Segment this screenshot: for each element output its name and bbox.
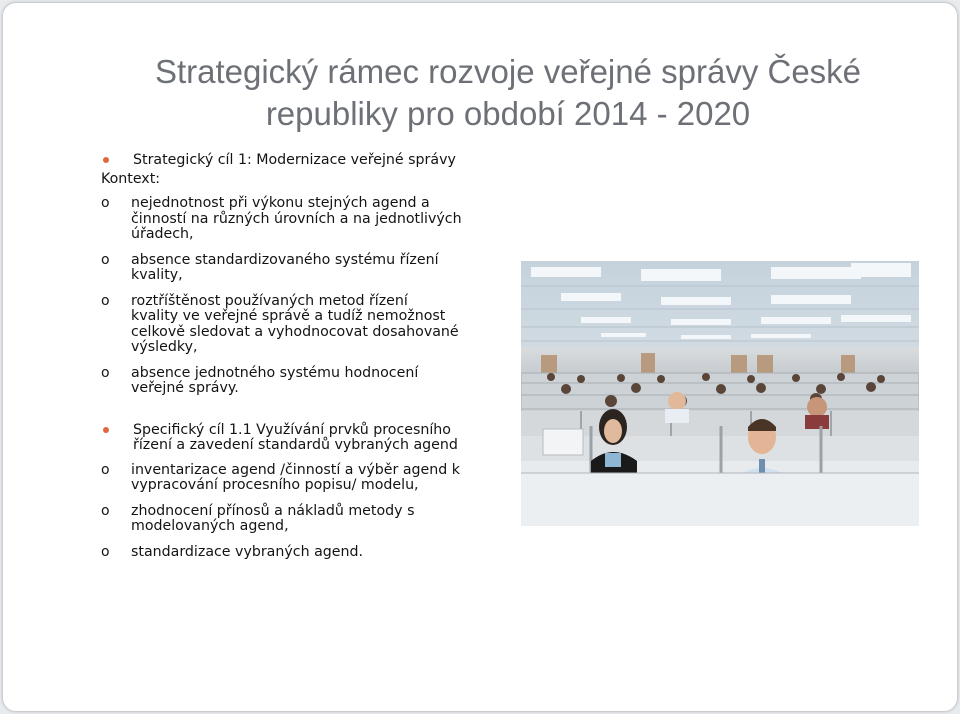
- bullet-dot-icon: [103, 157, 109, 163]
- list-item-line: absence standardizovaného systému řízení: [131, 251, 439, 268]
- goal-main-text: Strategický cíl 1: Modernizace veřejné správy: [133, 152, 456, 168]
- list-item-line: celkově sledovat a vyhodnocovat dosahované: [131, 323, 459, 340]
- list-item: [101, 366, 501, 397]
- list-item-line: vypracování procesního popisu/ modelu,: [131, 477, 419, 493]
- list-item: [101, 504, 501, 535]
- circle-bullet-icon: o: [101, 251, 110, 268]
- office-cubicles-photo: [521, 261, 919, 526]
- content-body: [101, 153, 501, 560]
- slide: [2, 2, 958, 712]
- list-item: [101, 294, 501, 356]
- list-item: [101, 463, 501, 494]
- circle-bullet-icon: o: [101, 195, 110, 211]
- list-item-line: veřejné správy.: [131, 380, 239, 396]
- list-item-line: standardizace vybraných agend.: [131, 543, 364, 560]
- title-line-1: Strategický rámec rozvoje veřejné správy České: [154, 53, 862, 90]
- goal-specific-line-1: Specifický cíl 1.1 Využívání prvků procesního: [133, 421, 451, 438]
- circle-bullet-icon: o: [101, 502, 110, 519]
- list-item: [101, 545, 501, 561]
- list-item-line: absence jednotného systému hodnocení: [131, 364, 419, 381]
- list-item-line: nejednotnost při výkonu stejných agend a: [131, 195, 430, 211]
- list-item-line: zhodnocení přínosů a nákladů metody s: [131, 502, 415, 519]
- list-item: [101, 196, 501, 243]
- list-item-line: roztříštěnost používaných metod řízení: [131, 292, 408, 309]
- list-item-line: činností na různých úrovních a na jednotlivých: [131, 210, 462, 227]
- list-item-line: inventarizace agend /činností a výběr agend k: [131, 461, 461, 478]
- list-item-line: kvality,: [131, 267, 183, 283]
- bullet-goal-main: [101, 153, 501, 169]
- context-label: Kontext:: [101, 170, 161, 187]
- list-item-line: kvality ve veřejné správě a tudíž nemožnost: [131, 308, 446, 324]
- bullet-goal-specific: [101, 423, 501, 454]
- office-photo-illustration: [521, 261, 919, 526]
- circle-bullet-icon: o: [101, 292, 110, 309]
- circle-bullet-icon: o: [101, 543, 110, 560]
- title-line-2: republiky pro období 2014 - 2020: [265, 95, 751, 132]
- list-item-line: úřadech,: [131, 226, 194, 242]
- goal-specific-line-2: řízení a zavedení standardů vybraných agend: [133, 437, 458, 453]
- slide-title: [113, 51, 903, 135]
- circle-bullet-icon: o: [101, 364, 110, 381]
- list-item-line: modelovaných agend,: [131, 518, 289, 534]
- list-item: [101, 253, 501, 284]
- circle-bullet-icon: o: [101, 461, 110, 478]
- list-item-line: výsledky,: [131, 339, 198, 355]
- specific-list: [101, 463, 501, 561]
- context-list: [101, 196, 501, 397]
- bullet-dot-icon: [103, 427, 109, 433]
